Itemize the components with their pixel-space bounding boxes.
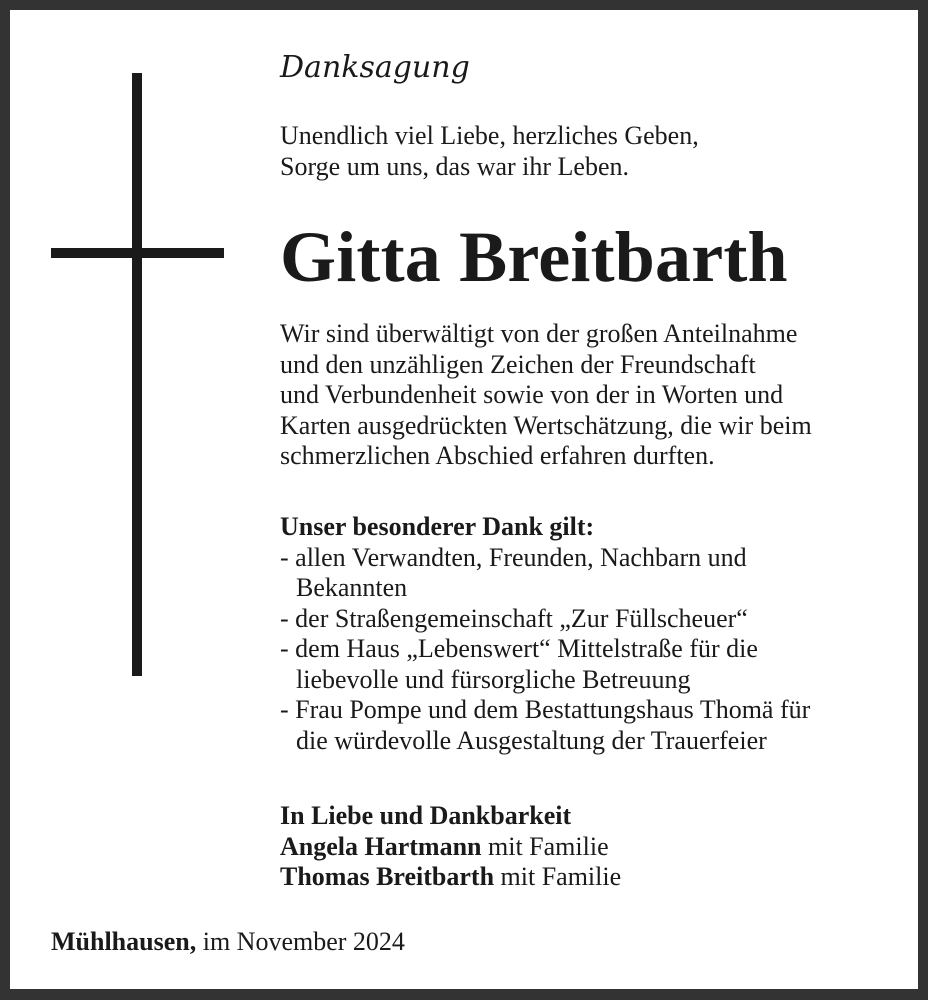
thanks-title: Unser besonderer Dank gilt:: [280, 512, 595, 541]
thanks-line: die würdevolle Ausgestaltung der Trauerfeier: [296, 725, 767, 755]
thanks-line: Bekannten: [296, 573, 408, 602]
message-line: Wir sind überwältigt von der großen Anteilnahme: [280, 319, 798, 348]
heading-danksagung: Danksagung: [280, 50, 470, 85]
thanks-line: - der Straßengemeinschaft „Zur Füllscheuer“: [280, 603, 748, 633]
thanks-line: liebevolle und fürsorgliche Betreuung: [296, 664, 691, 694]
signature-person-name: Thomas Breitbarth: [280, 862, 495, 891]
footer-place: Mühlhausen,: [51, 927, 197, 956]
message-line: schmerzlichen Abschied erfahren durften.: [280, 441, 715, 470]
thanks-line: - allen Verwandten, Freunden, Nachbarn und: [280, 542, 747, 572]
deceased-name: Gitta Breitbarth: [280, 217, 788, 297]
thanks-line: - Frau Pompe und dem Bestattungshaus Thomä für: [280, 695, 811, 724]
footer-place-date: [51, 927, 405, 957]
verse-line: Unendlich viel Liebe, herzliches Geben,: [280, 121, 699, 150]
footer-date: im November 2024: [196, 927, 405, 956]
message-line: und Verbundenheit sowie von der in Worten und: [280, 380, 784, 409]
cross-vertical-bar: [132, 73, 142, 676]
signature-person-suffix: mit Familie: [494, 862, 622, 891]
thanks-line: - dem Haus „Lebenswert“ Mittelstraße für die: [280, 634, 758, 663]
signature-person: [280, 832, 621, 863]
verse: [280, 121, 699, 182]
cross-horizontal-bar: [51, 248, 224, 258]
signature-person-name: Angela Hartmann: [280, 831, 482, 861]
signature-person-suffix: mit Familie: [481, 831, 609, 861]
signature-person: [280, 862, 621, 893]
message-line: Karten ausgedrückten Wertschätzung, die wir beim: [280, 410, 812, 440]
verse-line: Sorge um uns, das war ihr Leben.: [280, 151, 630, 181]
signature: [280, 801, 621, 893]
message-line: und den unzähligen Zeichen der Freundschaft: [280, 349, 756, 379]
message: [280, 319, 812, 472]
signature-closing: In Liebe und Dankbarkeit: [280, 801, 572, 830]
thanks-section: [280, 512, 810, 756]
